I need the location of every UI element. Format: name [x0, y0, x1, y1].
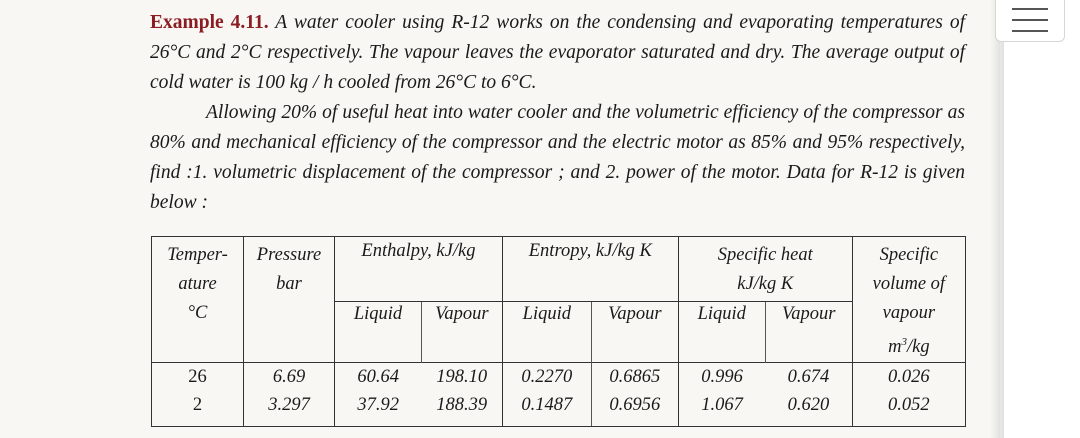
header-specific-heat-line2: kJ/kg K — [737, 274, 794, 294]
header-temperature-unit: °C — [187, 303, 208, 323]
volume-unit-tail: /kg — [906, 337, 930, 358]
header-temperature — [152, 237, 244, 363]
cell-enthalpy-vapour: 198.10 — [421, 363, 502, 393]
table-row — [152, 363, 966, 393]
cell-specific-volume: 0.026 — [852, 363, 965, 393]
volume-unit-sup: 3 — [901, 336, 907, 348]
header-specific-heat-vapour: Vapour — [765, 301, 852, 363]
cell-entropy-vapour: 0.6865 — [591, 363, 678, 393]
header-pressure — [244, 237, 335, 363]
cell-pressure: 3.297 — [244, 393, 335, 427]
menu-button[interactable] — [995, 0, 1065, 42]
example-paragraph-2: Allowing 20% of useful heat into water cooler and the volumetric efficiency of the compressor as 80% and mechanical efficiency of the compressor and the electric motor as 85% and 95% respectively, find :1. volumetric displacement of the compressor ; and 2. power of the motor. Data for R-12 is given below : — [150, 102, 965, 213]
header-enthalpy: Enthalpy, kJ/kg — [335, 237, 503, 302]
cell-specific-volume: 0.052 — [852, 393, 965, 427]
cell-enthalpy-liquid: 60.64 — [335, 363, 422, 393]
example-text — [150, 8, 965, 218]
header-specific-heat-liquid: Liquid — [678, 301, 765, 363]
example-label: Example 4.11. — [150, 12, 269, 33]
volume-unit-base: m — [888, 337, 902, 358]
cell-entropy-vapour: 0.6956 — [591, 393, 678, 427]
page-edge-shadow — [990, 0, 1004, 438]
cell-entropy-liquid: 0.2270 — [502, 363, 591, 393]
cell-specific-heat-vapour: 0.674 — [765, 363, 852, 393]
cell-temperature: 2 — [152, 393, 244, 427]
header-specific-volume — [852, 237, 965, 363]
header-enthalpy-vapour: Vapour — [421, 301, 502, 363]
header-volume-line1: Specific — [879, 245, 939, 265]
header-volume-line2: volume of — [872, 274, 946, 294]
header-temperature-line1: Temper- — [167, 245, 228, 265]
right-gutter — [1000, 0, 1080, 438]
table-row — [152, 393, 966, 427]
header-specific-heat — [678, 237, 852, 302]
cell-specific-heat-liquid: 1.067 — [678, 393, 765, 427]
header-pressure-line2: bar — [276, 274, 302, 294]
header-entropy: Entropy, kJ/kg K — [502, 237, 678, 302]
header-temperature-line2: ature — [178, 274, 217, 294]
cell-temperature: 26 — [152, 363, 244, 393]
header-volume-line3: vapour — [882, 303, 936, 323]
cell-pressure: 6.69 — [244, 363, 335, 393]
header-entropy-liquid: Liquid — [502, 301, 591, 363]
header-volume-unit — [857, 328, 961, 362]
cell-enthalpy-vapour: 188.39 — [421, 393, 502, 427]
cell-specific-heat-vapour: 0.620 — [765, 393, 852, 427]
cell-entropy-liquid: 0.1487 — [502, 393, 591, 427]
hamburger-menu-icon — [1012, 8, 1048, 34]
cell-enthalpy-liquid: 37.92 — [335, 393, 422, 427]
header-enthalpy-liquid: Liquid — [335, 301, 422, 363]
example-first-text: A water cooler using R-12 works on the condensing and evaporating temperatures of 26°C and 2°C respectively. The vapour leaves the evaporator saturated and dry. The average output of cold water is 100 kg / h cooled from 26°C to 6°C. — [150, 12, 965, 93]
cell-specific-heat-liquid: 0.996 — [678, 363, 765, 393]
r12-data-table — [151, 236, 966, 427]
example-paragraph-1 — [150, 8, 965, 98]
header-entropy-vapour: Vapour — [591, 301, 678, 363]
header-specific-heat-line1: Specific heat — [717, 245, 813, 265]
header-pressure-line1: Pressure — [256, 245, 322, 265]
